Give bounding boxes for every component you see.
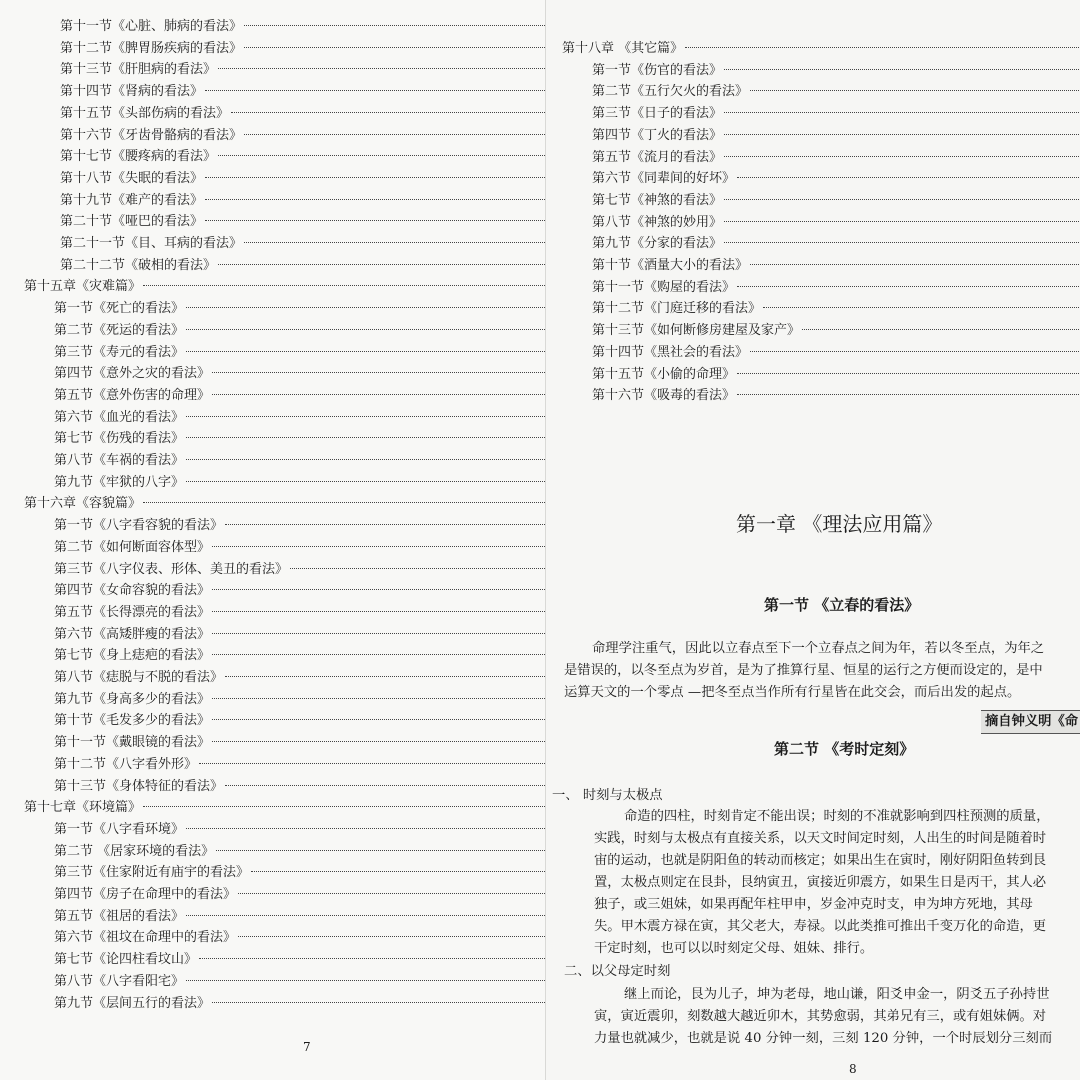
toc-leader-dots — [750, 351, 1080, 352]
toc-section-entry — [54, 884, 545, 906]
toc-leader-dots — [143, 806, 545, 807]
toc-leader-dots — [212, 546, 545, 547]
toc-section-entry — [592, 255, 1080, 277]
toc-leader-dots — [205, 90, 545, 91]
right-page — [545, 0, 1080, 1080]
toc-entry-label: 第二节《死运的看法》 — [54, 322, 185, 338]
toc-leader-dots — [750, 90, 1080, 91]
toc-leader-dots — [244, 134, 545, 135]
toc-entry-label: 第十三节《身体特征的看法》 — [54, 778, 224, 794]
toc-section-entry — [54, 342, 545, 364]
toc-section-entry — [54, 776, 545, 798]
toc-leader-dots — [212, 611, 545, 612]
left-page-number: 7 — [303, 1040, 311, 1054]
toc-section-entry — [592, 212, 1080, 234]
toc-leader-dots — [225, 676, 545, 677]
toc-entry-label: 第二十二节《破相的看法》 — [60, 257, 217, 273]
toc-leader-dots — [143, 285, 545, 286]
toc-entry-label: 第八节《八字看阳宅》 — [54, 973, 185, 989]
toc-leader-dots — [737, 177, 1080, 178]
toc-leader-dots — [750, 264, 1080, 265]
toc-entry-label: 第十一节《购屋的看法》 — [592, 279, 736, 295]
toc-section-entry — [54, 363, 545, 385]
toc-leader-dots — [737, 373, 1080, 374]
toc-leader-dots — [724, 69, 1080, 70]
toc-leader-dots — [199, 958, 545, 959]
toc-leader-dots — [212, 1002, 545, 1003]
toc-leader-dots — [143, 502, 545, 503]
toc-leader-dots — [212, 394, 545, 395]
toc-section-entry — [60, 211, 545, 233]
toc-entry-label: 第十节《毛发多少的看法》 — [54, 713, 211, 729]
toc-entry-label: 第六节《祖坟在命理中的看法》 — [54, 930, 237, 946]
toc-entry-label: 第九节《分家的看法》 — [592, 236, 723, 252]
toc-section-entry — [60, 103, 545, 125]
toc-entry-label: 第六节《同辈间的好坏》 — [592, 171, 736, 187]
body-line: 继上而论，艮为儿子，坤为老母，地山谦，阳爻申金一，阴爻五子孙持世 — [624, 987, 1050, 1002]
toc-entry-label: 第九节《牢狱的八字》 — [54, 474, 185, 490]
toc-section-entry — [54, 906, 545, 928]
toc-leader-dots — [212, 372, 545, 373]
toc-entry-label: 第五节《长得漂亮的看法》 — [54, 604, 211, 620]
chapter-title: 第一章 《理法应用篇》 — [736, 512, 943, 536]
toc-leader-dots — [212, 741, 545, 742]
toc-leader-dots — [251, 871, 545, 872]
toc-leader-dots — [216, 850, 545, 851]
toc-section-entry — [54, 645, 545, 667]
toc-leader-dots — [225, 785, 545, 786]
item2-heading: 二、以父母定时刻 — [564, 964, 671, 979]
toc-leader-dots — [205, 177, 545, 178]
toc-entry-label: 第二节 《居家环境的看法》 — [54, 843, 215, 859]
toc-leader-dots — [685, 47, 1080, 48]
toc-section-entry — [60, 255, 545, 277]
toc-section-entry — [54, 428, 545, 450]
toc-leader-dots — [802, 329, 1080, 330]
section1-line: 是错误的，以冬至点为岁首，是为了推算行星、恒星的运行之方便而设定的，是中 — [564, 663, 1043, 678]
toc-leader-dots — [244, 25, 545, 26]
toc-chapter-entry — [562, 38, 1080, 60]
toc-section-entry — [54, 732, 545, 754]
toc-leader-dots — [244, 47, 545, 48]
toc-section-entry — [54, 559, 545, 581]
toc-leader-dots — [186, 351, 545, 352]
toc-leader-dots — [238, 893, 545, 894]
toc-entry-label: 第十一节《戴眼镜的看法》 — [54, 735, 211, 751]
toc-leader-dots — [186, 307, 545, 308]
toc-leader-dots — [724, 221, 1080, 222]
toc-section-entry — [54, 407, 545, 429]
toc-entry-label: 第一节《八字看容貌的看法》 — [54, 518, 224, 534]
toc-leader-dots — [186, 459, 545, 460]
toc-section-entry — [592, 103, 1080, 125]
toc-entry-label: 第八节《痣脱与不脱的看法》 — [54, 670, 224, 685]
toc-leader-dots — [231, 112, 545, 113]
toc-section-entry — [60, 190, 545, 212]
toc-entry-label: 第二十节《哑巴的看法》 — [60, 214, 204, 230]
toc-entry-label: 第四节《房子在命理中的看法》 — [54, 887, 237, 902]
toc-leader-dots — [186, 329, 545, 330]
toc-section-entry — [60, 59, 545, 81]
toc-section-entry — [54, 624, 545, 646]
toc-entry-label: 第十三节《如何断修房建屋及家产》 — [592, 323, 801, 339]
toc-entry-label: 第三节《日子的看法》 — [592, 106, 723, 122]
body-line: 实践，时刻与太极点有直接关系，以天文时间定时刻，人出生的时间是随着时 — [594, 831, 1047, 846]
toc-section-entry — [60, 16, 545, 38]
quote-attribution: 摘自钟义明《命 — [981, 710, 1080, 734]
toc-entry-label: 第二十一节《目、耳病的看法》 — [60, 236, 243, 251]
toc-entry-label: 第十八章 《其它篇》 — [562, 41, 684, 56]
toc-entry-label: 第十二节《门庭迁移的看法》 — [592, 301, 762, 317]
toc-leader-dots — [212, 654, 545, 655]
body-line: 命造的四柱，时刻肯定不能出误；时刻的不准就影响到四柱预测的质量， — [624, 809, 1050, 824]
toc-leader-dots — [724, 134, 1080, 135]
toc-entry-label: 第五节《流月的看法》 — [592, 149, 723, 165]
toc-section-entry — [60, 125, 545, 147]
toc-leader-dots — [205, 220, 545, 221]
toc-leader-dots — [186, 915, 545, 916]
toc-leader-dots — [199, 763, 545, 764]
toc-entry-label: 第七节《身上痣疤的看法》 — [54, 648, 211, 664]
toc-section-entry — [54, 580, 545, 602]
toc-section-entry — [60, 146, 545, 168]
toc-section-entry — [592, 125, 1080, 147]
toc-entry-label: 第十四节《黑社会的看法》 — [592, 344, 749, 360]
toc-leader-dots — [186, 828, 545, 829]
toc-section-entry — [592, 385, 1080, 407]
body-line: 力量也就减少，也就是说 40 分钟一刻，三刻 120 分钟，一个时辰划分三刻而 — [594, 1031, 1053, 1046]
toc-entry-label: 第二节《五行欠火的看法》 — [592, 84, 749, 100]
toc-leader-dots — [238, 936, 545, 937]
toc-section-entry — [60, 81, 545, 103]
toc-entry-label: 第一节《八字看环境》 — [54, 821, 185, 837]
body-line: 独子，或三姐妹，如果再配年柱甲申，岁金冲克时支，申为坤方死地，其母 — [594, 897, 1033, 912]
body-line: 失。甲木震方禄在寅，其父老大，寿禄。以此类推可推出千变万化的命造，更 — [594, 919, 1047, 934]
toc-entry-label: 第八节《神煞的妙用》 — [592, 214, 723, 230]
toc-section-entry — [54, 971, 545, 993]
toc-leader-dots — [212, 633, 545, 634]
toc-entry-label: 第十一节《心脏、肺病的看法》 — [60, 19, 243, 34]
section2-title: 第二节 《考时定刻》 — [774, 740, 915, 758]
toc-entry-label: 第十三节《肝胆病的看法》 — [60, 62, 217, 78]
toc-entry-label: 第二节《如何断面容体型》 — [54, 539, 211, 555]
toc-section-entry — [54, 320, 545, 342]
toc-chapter-entry — [24, 276, 545, 298]
toc-section-entry — [592, 168, 1080, 190]
toc-section-entry — [592, 190, 1080, 212]
toc-entry-label: 第四节《女命容貌的看法》 — [54, 583, 211, 599]
toc-entry-label: 第十六节《牙齿骨骼病的看法》 — [60, 127, 243, 143]
toc-section-entry — [54, 819, 545, 841]
toc-entry-label: 第十六节《吸毒的看法》 — [592, 388, 736, 404]
toc-chapter-entry — [24, 493, 545, 515]
toc-section-entry — [54, 949, 545, 971]
toc-entry-label: 第一节《死亡的看法》 — [54, 301, 185, 317]
toc-leader-dots — [763, 307, 1080, 308]
toc-section-entry — [54, 472, 545, 494]
section1-line: 运算天文的一个零点 —把冬至点当作所有行星皆在此交会，而后出发的起点。 — [564, 685, 1021, 700]
body-line: 干定时刻，也可以以时刻定父母、姐妹、排行。 — [594, 941, 874, 956]
toc-entry-label: 第十七节《腰疼病的看法》 — [60, 149, 217, 165]
toc-section-entry — [54, 841, 545, 863]
toc-leader-dots — [186, 437, 545, 438]
toc-section-entry — [54, 450, 545, 472]
toc-leader-dots — [186, 980, 545, 981]
toc-section-entry — [592, 298, 1080, 320]
toc-entry-label: 第七节《伤残的看法》 — [54, 431, 185, 447]
toc-section-entry — [592, 81, 1080, 103]
section1-title: 第一节 《立春的看法》 — [764, 596, 920, 614]
toc-entry-label: 第一节《伤官的看法》 — [592, 62, 723, 78]
toc-entry-label: 第十五节《小偷的命理》 — [592, 366, 736, 382]
toc-entry-label: 第七节《神煞的看法》 — [592, 192, 723, 208]
toc-section-entry — [592, 320, 1080, 342]
toc-entry-label: 第六节《高矮胖瘦的看法》 — [54, 626, 211, 642]
toc-leader-dots — [737, 394, 1080, 395]
toc-entry-label: 第六节《血光的看法》 — [54, 409, 185, 425]
toc-entry-label: 第十四节《肾病的看法》 — [60, 84, 204, 100]
toc-section-entry — [592, 342, 1080, 364]
toc-section-entry — [60, 233, 545, 255]
toc-entry-label: 第十七章《环境篇》 — [24, 800, 142, 816]
toc-entry-label: 第九节《层间五行的看法》 — [54, 995, 211, 1011]
toc-leader-dots — [724, 156, 1080, 157]
toc-section-entry — [54, 602, 545, 624]
toc-leader-dots — [218, 264, 545, 265]
item1-heading: 一、 时刻与太极点 — [552, 788, 663, 803]
toc-chapter-entry — [24, 797, 545, 819]
toc-entry-label: 第十二节《八字看外形》 — [54, 756, 198, 772]
toc-section-entry — [592, 147, 1080, 169]
toc-section-entry — [54, 515, 545, 537]
toc-leader-dots — [212, 589, 545, 590]
toc-entry-label: 第八节《车祸的看法》 — [54, 453, 185, 468]
toc-section-entry — [54, 537, 545, 559]
toc-entry-label: 第十六章《容貌篇》 — [24, 496, 142, 512]
toc-entry-label: 第三节《住家附近有庙宇的看法》 — [54, 865, 250, 881]
body-line: 寅，寅近震卯，刻数越大越近卯木，其势愈弱，其弟兄有三，或有姐妹俩。对 — [594, 1009, 1047, 1024]
toc-section-entry — [54, 689, 545, 711]
toc-leader-dots — [218, 68, 545, 69]
toc-section-entry — [54, 710, 545, 732]
toc-leader-dots — [212, 698, 545, 699]
toc-section-entry — [54, 754, 545, 776]
toc-leader-dots — [737, 286, 1080, 287]
toc-leader-dots — [724, 199, 1080, 200]
section1-line: 命理学注重气，因此以立春点至下一个立春点之间为年，若以冬至点，为年之 — [592, 641, 1045, 656]
toc-section-entry — [60, 168, 545, 190]
toc-leader-dots — [225, 524, 545, 525]
right-page-number: 8 — [849, 1062, 857, 1076]
toc-leader-dots — [186, 481, 545, 482]
toc-section-entry — [54, 862, 545, 884]
body-line: 宙的运动，也就是阴阳鱼的转动而核定；如果出生在寅时，刚好阴阳鱼转到艮 — [594, 853, 1047, 868]
toc-entry-label: 第十八节《失眠的看法》 — [60, 170, 204, 186]
toc-section-entry — [54, 667, 545, 689]
toc-section-entry — [592, 364, 1080, 386]
toc-entry-label: 第十五节《头部伤病的看法》 — [60, 105, 230, 121]
toc-section-entry — [54, 298, 545, 320]
toc-entry-label: 第十五章《灾难篇》 — [24, 279, 142, 295]
toc-entry-label: 第五节《意外伤害的命理》 — [54, 387, 211, 403]
toc-entry-label: 第七节《论四柱看坟山》 — [54, 952, 198, 968]
toc-entry-label: 第十二节《脾胃肠疾病的看法》 — [60, 40, 243, 56]
toc-leader-dots — [205, 199, 545, 200]
toc-entry-label: 第五节《祖居的看法》 — [54, 908, 185, 924]
toc-section-entry — [592, 277, 1080, 299]
toc-section-entry — [60, 38, 545, 60]
toc-section-entry — [592, 60, 1080, 82]
toc-leader-dots — [218, 155, 545, 156]
toc-entry-label: 第十九节《难产的看法》 — [60, 192, 204, 208]
toc-leader-dots — [212, 719, 545, 720]
toc-section-entry — [592, 233, 1080, 255]
toc-section-entry — [54, 993, 545, 1015]
toc-leader-dots — [724, 242, 1080, 243]
toc-entry-label: 第四节《意外之灾的看法》 — [54, 366, 211, 382]
toc-entry-label: 第三节《寿元的看法》 — [54, 344, 185, 360]
toc-section-entry — [54, 385, 545, 407]
body-line: 置，太极点则定在艮卦，艮纳寅丑，寅接近卯震方，如果生日是丙干，其人必 — [594, 875, 1047, 890]
toc-entry-label: 第九节《身高多少的看法》 — [54, 691, 211, 707]
toc-leader-dots — [186, 416, 545, 417]
toc-leader-dots — [724, 112, 1080, 113]
toc-section-entry — [54, 927, 545, 949]
toc-entry-label: 第四节《丁火的看法》 — [592, 127, 723, 143]
toc-entry-label: 第十节《酒量大小的看法》 — [592, 258, 749, 273]
toc-leader-dots — [290, 568, 545, 569]
toc-entry-label: 第三节《八字仪表、形体、美丑的看法》 — [54, 561, 289, 577]
toc-leader-dots — [244, 242, 545, 243]
